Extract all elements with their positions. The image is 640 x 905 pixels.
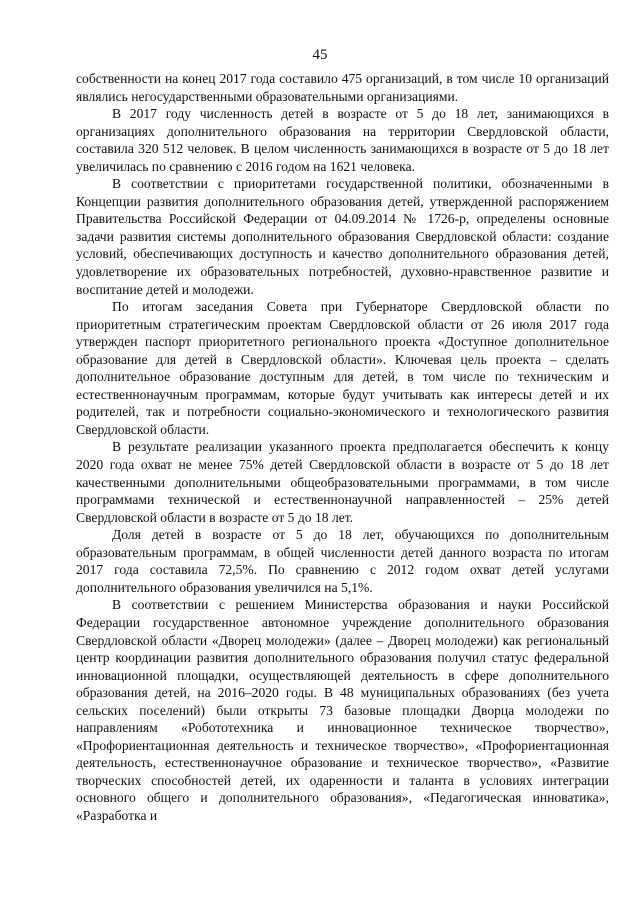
paragraph-coverage-share: Доля детей в возрасте от 5 до 18 лет, обучающихся по дополнительным образовательным программам, в общей численности детей данного возраста по итогам 2017 года составила 72,5%. По сравнению с 2012 годом охват детей услугами дополнительного образования увеличился на 5,1%. xyxy=(76,527,609,595)
paragraph-youth-palace: В соответствии с решением Министерства образования и науки Российской Федерации государственное автономное учреждение дополнительного образования Свердловской области «Дворец молодежи» (далее – Дворец молодежи) как региональный центр координации развития дополнительного образования получил статус федеральной инновационной площадки, осуществляющей деятельность в сфере дополнительного образования детей, на 2016–2020 годы. В 48 муниципальных образованиях (без учета сельских поселений) были открыты 73 базовые площадки Дворца молодежи по направлениям «Робототехника и инновационное техническое творчество», «Профориентационная деятельность и техническое творчество», «Профориентационная деятельность, естественнонаучное образование и техническое творчество», «Развитие творческих способностей детей, их одаренности и таланта в условиях интеграции основного общего и дополнительного образования», «Педагогическая инноватика», «Разработка и xyxy=(76,597,609,823)
body-text xyxy=(76,70,609,825)
paragraph-project-results: В результате реализации указанного проекта предполагается обеспечить к концу 2020 года охват не менее 75% детей Свердловской области в возрасте от 5 до 18 лет качественными дополнительными общеобразовательными программами, в том числе программами технической и естественнонаучной направленностей – 25% детей Свердловской области в возрасте от 5 до 18 лет. xyxy=(76,439,609,525)
paragraph-governor-council: По итогам заседания Совета при Губернаторе Свердловской области по приоритетным стратегическим проектам Свердловской области от 26 июля 2017 года утвержден паспорт приоритетного регионального проекта «Доступное дополнительное образование для детей в Свердловской области». Ключевая цель проекта – сделать дополнительное образование доступным для детей, в том числе по техническим и естественнонаучным программам, которые будут учитывать как интересы детей и их родителей, так и потребности социально-экономического и технологического развития Свердловской области. xyxy=(76,299,609,437)
paragraph-children-count: В 2017 году численность детей в возрасте от 5 до 18 лет, занимающихся в организациях дополнительного образования на территории Свердловской области, составила 320 512 человек. В целом численность занимающихся в возрасте от 5 до 18 лет увеличилась по сравнению с 2016 годом на 1621 человека. xyxy=(76,106,609,174)
page-number: 45 xyxy=(312,47,328,63)
paragraph-state-policy: В соответствии с приоритетами государственной политики, обозначенными в Концепции развития дополнительного образования детей, утвержденной распоряжением Правительства Российской Федерации от 04.09.2014 № 1726-р, определены основные задачи развития системы дополнительного образования Свердловской области: создание условий, обеспечивающих доступность и качество дополнительного образования детей, удовлетворение их образовательных потребностей, духовно-нравственное развитие и воспитание детей и молодежи. xyxy=(76,176,609,297)
paragraph-continuation: собственности на конец 2017 года составило 475 организаций, в том числе 10 организаций являлись негосударственными образовательными организациями. xyxy=(76,71,609,104)
